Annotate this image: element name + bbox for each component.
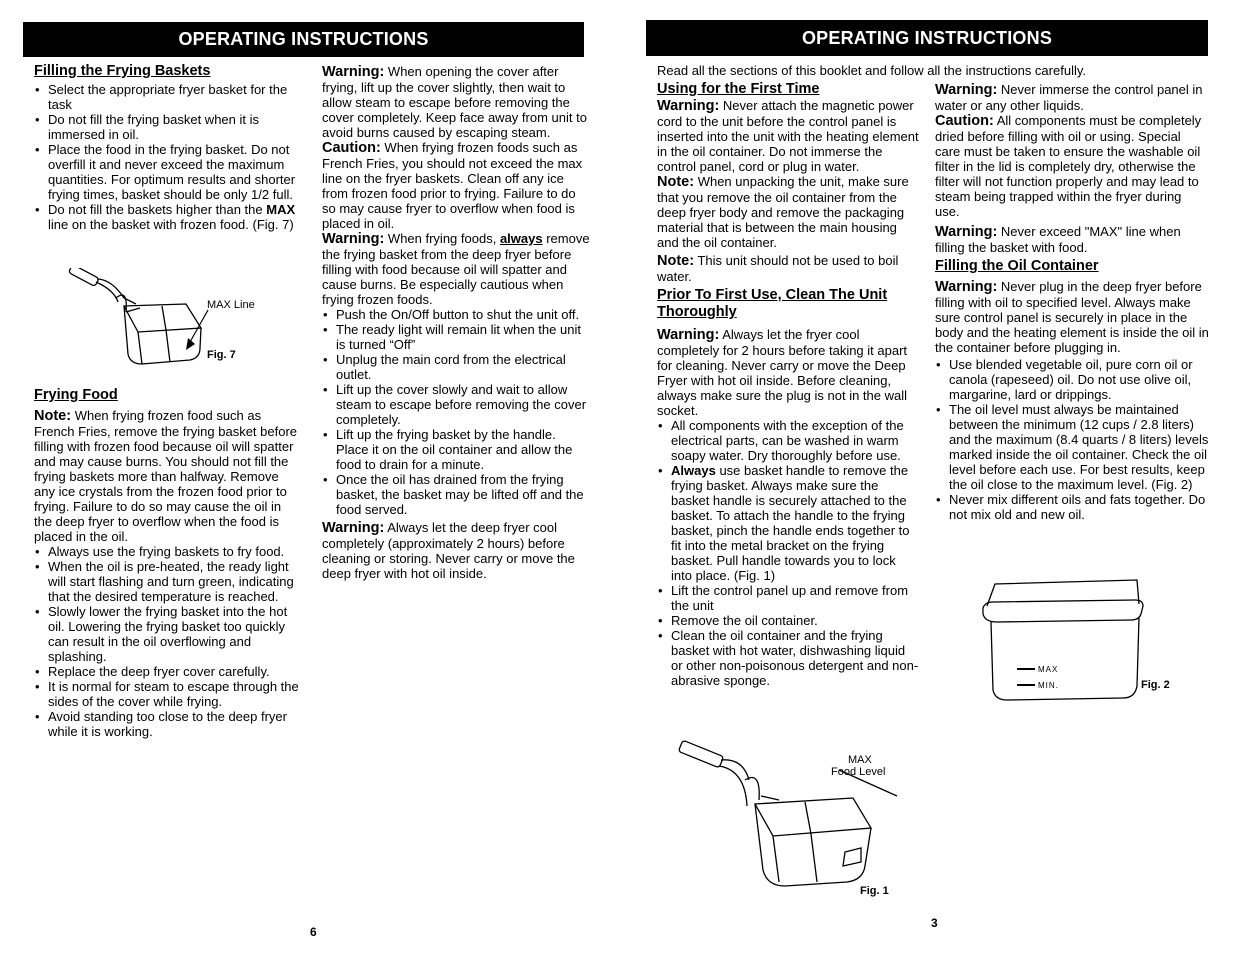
warning-text: When frying foods, — [387, 231, 497, 246]
list-item: • Use blended vegetable oil, pure corn oil or canola (rapeseed) oil. Do not use olive oil, margarine, lard or drippings. — [935, 357, 1209, 402]
list-item — [657, 463, 919, 583]
fig7-max-line-label: MAX Line — [207, 299, 255, 311]
max-bold: MAX — [266, 202, 296, 217]
always-bold: Always — [671, 463, 716, 478]
list-item: • Replace the deep fryer cover carefully. — [34, 664, 302, 679]
list-item: • Clean the oil container and the frying basket with hot water, dishwashing liquid or other non-poisonous detergent and non-abrasive sponge. — [657, 628, 919, 688]
note-lead: Note: — [657, 253, 695, 269]
warning-block — [657, 327, 919, 418]
section-title-filling-oil: Filling the Oil Container — [935, 258, 1099, 274]
caution-lead: Caution: — [935, 113, 994, 129]
oil-list — [935, 357, 1209, 522]
warning-block — [322, 231, 590, 307]
right-page — [617, 0, 1235, 954]
frying-food-list — [34, 544, 302, 739]
section-title-frying-food: Frying Food — [34, 387, 118, 403]
warning-lead: Warning: — [322, 231, 385, 247]
note-block — [657, 174, 919, 250]
list-item: • Slowly lower the frying basket into the hot oil. Lowering the frying basket too quickly can result in the oil overflowing and splashing. — [34, 604, 302, 664]
list-item: • Do not fill the frying basket when it is immersed in oil. — [34, 112, 302, 142]
left-column-1b — [34, 387, 302, 739]
warning-block — [935, 82, 1209, 113]
caution-block — [322, 140, 590, 231]
note-block — [657, 253, 919, 284]
cleaning-list — [657, 418, 919, 688]
left-column-1 — [34, 63, 302, 232]
list-item: • Lift up the cover slowly and wait to allow steam to escape before removing the cover completely. — [322, 382, 590, 427]
warning-lead: Warning: — [935, 224, 998, 240]
caution-block — [935, 113, 1209, 219]
list-item: • Never mix different oils and fats together. Do not mix old and new oil. — [935, 492, 1209, 522]
list-item: • Once the oil has drained from the frying basket, the basket may be lifted off and the food served. — [322, 472, 590, 517]
list-item: • Remove the oil container. — [657, 613, 919, 628]
section-title-first-time: Using for the First Time — [657, 81, 820, 97]
left-page-number: 6 — [310, 925, 317, 939]
item-text: Do not fill the baskets higher than the — [48, 202, 263, 217]
right-column-1 — [657, 81, 919, 688]
warning-block — [322, 64, 590, 140]
note-text: This unit should not be used to boil water. — [657, 253, 899, 284]
section-title-filling-baskets: Filling the Frying Baskets — [34, 63, 211, 79]
left-column-2 — [322, 64, 590, 581]
fig7-number: Fig. 7 — [207, 349, 236, 361]
section-title-prior-first-use: Prior To First Use, Clean The Unit Thoroughly — [657, 287, 888, 320]
fig2-min-marker: MIN. — [1038, 681, 1059, 690]
caution-text: When frying frozen foods such as French Fries, you should not exceed the max line on the fryer baskets. Clean off any ice from frozen food prior to frying. Failure to do so may cause fryer to overflow when food is placed in oil. — [322, 140, 583, 231]
fig1-food-level-label: Food Level — [831, 766, 886, 778]
right-banner — [646, 20, 1208, 56]
list-item: • Avoid standing too close to the deep fryer while it is working. — [34, 709, 302, 739]
right-banner-title: OPERATING INSTRUCTIONS — [801, 27, 1053, 48]
warning-text: Always let the deep fryer cool completely (approximately 2 hours) before cleaning or storing. Never carry or move the deep fryer with hot oil inside. — [322, 520, 575, 581]
warning-lead: Warning: — [935, 82, 998, 98]
item-text: line on the basket with frozen food. (Fig. 7) — [48, 217, 294, 232]
list-item: • Lift up the frying basket by the handle. Place it on the oil container and allow the food to drain for a minute. — [322, 427, 590, 472]
caution-text: All components must be completely dried before filling with oil or using. Special care must be taken to ensure the washable oil filter in the lid is completely dry, otherwise the filter will not function properly and may lead to steam being trapped within the fryer during use. — [935, 113, 1202, 219]
list-item — [34, 202, 302, 232]
warning-text: Never exceed "MAX" line when filling the basket with food. — [935, 224, 1181, 255]
warning-block — [935, 224, 1209, 255]
list-item: • Place the food in the frying basket. Do not overfill it and never exceed the maximum quantities. For optimum results and shorter frying times, basket should be only 1/2 full. — [34, 142, 302, 202]
list-item: • Lift the control panel up and remove from the unit — [657, 583, 919, 613]
warning-block — [657, 98, 919, 174]
warning-lead: Warning: — [657, 98, 720, 114]
fig1-number: Fig. 1 — [860, 885, 889, 897]
fig2-number: Fig. 2 — [1141, 679, 1170, 691]
list-item: • Unplug the main cord from the electrical outlet. — [322, 352, 590, 382]
filling-baskets-list — [34, 82, 302, 232]
list-item: • Always use the frying baskets to fry food. — [34, 544, 302, 559]
note-lead: Note: — [657, 174, 695, 190]
always-underlined: always — [499, 231, 543, 246]
note-text: When unpacking the unit, make sure that you remove the oil container from the deep fryer body and remove the packaging material that is between the main housing and the oil container. — [657, 174, 909, 250]
right-intro: Read all the sections of this booklet and follow all the instructions carefully. — [657, 63, 1086, 78]
warning-lead: Warning: — [935, 279, 998, 295]
right-page-number: 3 — [931, 916, 938, 930]
list-item: • The oil level must always be maintained between the minimum (12 cups / 2.8 liters) and the maximum (8.4 quarts / 8 liters) levels marked inside the oil container. Check the oil level before each use. For best results, keep the oil close to the maximum level. (Fig. 2) — [935, 402, 1209, 492]
fig2-max-marker: MAX — [1038, 665, 1059, 674]
warning-lead: Warning: — [657, 327, 720, 343]
item-text: use basket handle to remove the frying basket. Always make sure the basket handle is securely attached to the basket. To attach the handle to the frying basket, pinch the handle ends together to fit into the metal bracket on the frying basket. Pull handle towards you to lock into place. (Fig. 1) — [671, 463, 910, 583]
warning-text: Never plug in the deep fryer before filling with oil to specified level. Always make sure control panel is securely in place in the body and the heating element is inside the oil in the container before plugging in. — [935, 279, 1209, 355]
frying-food-note — [34, 408, 302, 544]
note-lead: Note: — [34, 408, 72, 424]
warning-text: When opening the cover after frying, lift up the cover slightly, then wait to allow steam to escape before removing the cover completely. Keep face away from unit to avoid burns caused by escaping steam. — [322, 64, 587, 140]
shutdown-list — [322, 307, 590, 517]
list-item: • All components with the exception of the electrical parts, can be washed in warm soapy water. Dry thoroughly before use. — [657, 418, 919, 463]
warning-lead: Warning: — [322, 64, 385, 80]
right-column-2 — [935, 82, 1209, 522]
list-item: • Select the appropriate fryer basket for the task — [34, 82, 302, 112]
warning-text: Never attach the magnetic power cord to the unit before the control panel is inserted into the unit with the heating element in the oil container. Do not immerse the control panel, cord or plug in water. — [657, 98, 919, 174]
warning-text: remove the frying basket from the deep fryer before filling with food because oil will spatter and cause burns. Be especially cautious when frying frozen foods. — [322, 231, 590, 307]
warning-text: Always let the fryer cool completely for 2 hours before taking it apart for cleaning. Never carry or move the Deep Fryer with hot oil inside. Before cleaning, always make sure the plug is not in the wall socket. — [657, 327, 908, 418]
list-item: • When the oil is pre-heated, the ready light will start flashing and turn green, indicating that the desired temperature is reached. — [34, 559, 302, 604]
caution-lead: Caution: — [322, 140, 381, 156]
list-item: • It is normal for steam to escape through the sides of the cover while frying. — [34, 679, 302, 709]
warning-block — [322, 520, 590, 581]
left-banner — [23, 22, 584, 57]
list-item: • The ready light will remain lit when the unit is turned “Off” — [322, 322, 590, 352]
list-item: • Push the On/Off button to shut the unit off. — [322, 307, 590, 322]
warning-lead: Warning: — [322, 520, 385, 536]
fig1-max-label: MAX — [848, 754, 872, 766]
warning-block — [935, 279, 1209, 355]
warning-text: Never immerse the control panel in water or any other liquids. — [935, 82, 1203, 113]
left-banner-title: OPERATING INSTRUCTIONS — [178, 29, 429, 49]
fig2-oil-container-illustration — [977, 574, 1157, 724]
note-text: When frying frozen food such as French Fries, remove the frying basket before filling with frozen food because oil will spatter and may cause burns. You should not fill the frying baskets more than halfway. Remove any ice crystals from the frozen food prior to frying. Failure to do so may cause the oil in the deep fryer to overflow when the food is placed in the oil. — [34, 408, 298, 544]
left-page — [0, 0, 617, 954]
